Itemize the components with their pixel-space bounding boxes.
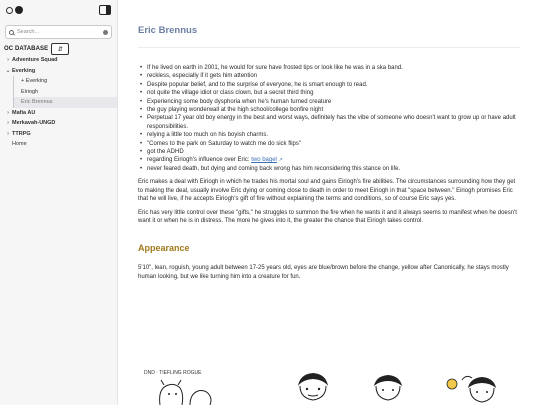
sidebar-item-label: Mafia AU (12, 109, 36, 116)
appearance-paragraph: 5'10", lean, roguish, young adult between 17-25 years old, eyes are blue/brown before the change, yellow after Canonically, he stays mostly human looking, but we like turning him into a creature for fun. (138, 265, 509, 280)
list-item-influence (138, 156, 520, 164)
list-item: • If he lived on earth in 2001, he would for sure have frosted tips or look like he was in a ska band. (138, 64, 520, 72)
sidebar-item-label: Home (12, 141, 27, 148)
sidebar-header (0, 0, 117, 20)
tiefling-sketch-image (138, 364, 228, 405)
character-sketch-image (288, 364, 338, 405)
chevron-right-icon[interactable]: › (7, 57, 9, 64)
two-bagel-link[interactable]: two bagel (251, 157, 277, 164)
clear-search-icon[interactable] (103, 30, 108, 35)
sidebar (0, 0, 118, 405)
sidebar-item-eiriogh[interactable] (14, 87, 117, 98)
sidebar-item-label: Merkavah-UNGD (12, 120, 56, 127)
list-item: • got the ADHD (138, 148, 520, 156)
character-sketch-image (438, 364, 518, 405)
database-title: OC DATABASE (4, 46, 49, 52)
sun-icon[interactable] (6, 7, 13, 14)
moon-icon[interactable] (15, 6, 23, 14)
character-sketch-image (368, 364, 408, 405)
sidebar-item-label: Everking (12, 67, 36, 74)
sidebar-nav (0, 55, 117, 150)
list-item: • "Comes to the park on Saturday to watch me do sick flips" (138, 140, 520, 148)
sidebar-item-label: TTRPG (12, 130, 31, 137)
list-item: • the guy playing wonderwall at the high school/college bonfire night (138, 106, 520, 114)
list-item: • Perpetual 17 year old boy energy in the best and worst ways, definitely has the vibe of someone who doesn't want to grow up or have adult responsibilities. (138, 114, 520, 131)
search-input[interactable] (5, 25, 112, 39)
search-placeholder[interactable]: Search... (17, 29, 40, 35)
sidebar-item-label: Adventure Squad (12, 57, 58, 64)
trait-list (138, 64, 520, 173)
sidebar-item-everking[interactable] (0, 66, 117, 77)
page-title: Eric Brennus (138, 25, 198, 36)
external-link-icon[interactable]: ↗ (278, 157, 283, 164)
deal-paragraph: Eric makes a deal with Eiriogh in which he trades his mortal soul and gains Eiriogh's fire abilities. The circumstances surrounding how they get to making the deal, usually involve Eric dying or coming close to death in order to meet Eiriogh in that "space between." Eiriogh promises Eric that he will live, if he accepts Eiriogh's gift of fire without explaining the terms and conditions, so of course Eric says yes. (138, 179, 516, 203)
sidebar-item-label: Eiriogh (21, 88, 39, 95)
list-item: • Experiencing some body dysphoria when he's human turned creature (138, 98, 520, 106)
list-item: • Despite popular belief, and to the surprise of everyone, he is smart enough to read. (138, 81, 520, 89)
list-item: • reckless, especially if it gets him attention (138, 72, 520, 80)
sidebar-item-label: Eric Brennus (21, 99, 53, 106)
sketch-gallery (138, 364, 520, 405)
chevron-right-icon[interactable]: › (7, 120, 9, 127)
sidebar-item-everking-index[interactable] (14, 76, 117, 87)
sidebar-item-mafia-au[interactable] (0, 108, 117, 119)
everking-children (13, 76, 117, 108)
collapse-all-button[interactable]: ⇵ (51, 43, 69, 55)
chevron-right-icon[interactable]: › (7, 109, 9, 116)
list-item: • not quite the village idiot or class clown, but a secret third thing (138, 89, 520, 97)
appearance-heading: Appearance (138, 243, 190, 254)
sidebar-item-merkavah-ungd[interactable] (0, 118, 117, 129)
chevron-down-icon[interactable]: ⌄ (5, 67, 11, 74)
chevron-right-icon[interactable]: › (7, 130, 9, 137)
sidebar-item-eric-brennus[interactable] (14, 97, 117, 108)
gifts-paragraph: Eric has very little control over these "gifts," he struggles to summon the fire when he wants it and it always seems to manifest when he doesn't want it or when he is in distress. The more he gives into it, the greater the chance that Eiriogh takes control. (138, 209, 517, 224)
main-content (138, 0, 520, 405)
influence-text: regarding Eiriogh's influence over Eric: (147, 157, 252, 164)
list-item: • relying a little too much on his boyish charms. (138, 131, 520, 139)
sidebar-item-adventure-squad[interactable] (0, 55, 117, 66)
search-icon (9, 30, 14, 35)
sidebar-toggle-icon[interactable] (99, 5, 111, 15)
sidebar-item-ttrpg[interactable] (0, 129, 117, 140)
title-divider (138, 47, 520, 48)
sketch-caption: DND · TIEFLING ROGUE (144, 370, 202, 376)
sidebar-item-home[interactable] (0, 139, 117, 150)
database-header (0, 43, 117, 55)
sidebar-item-label: + Everking (21, 78, 48, 85)
theme-toggle[interactable] (6, 6, 23, 14)
list-item: • never feared death, but dying and coming back wrong has him reconsidering this stance on life. (138, 165, 520, 173)
